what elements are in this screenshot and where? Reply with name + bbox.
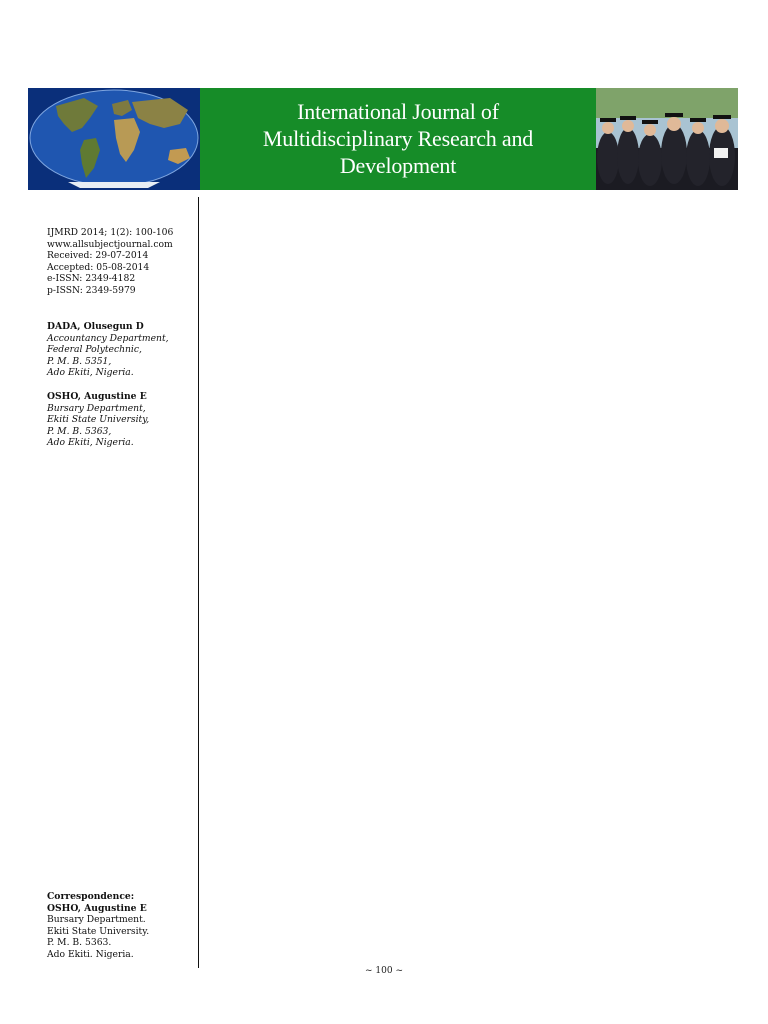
author-affiliation-line: Bursary Department, [47, 402, 146, 414]
correspondence-address-line: Bursary Department. [47, 914, 146, 925]
journal-title-line-1: International Journal of [297, 99, 499, 124]
journal-title-line-3: Development [339, 153, 457, 178]
graduates-photo [596, 88, 738, 190]
citation: IJMRD 2014; 1(2): 100-106 [47, 227, 174, 238]
author-affiliation-line: Federal Polytechnic, [47, 344, 142, 355]
page-number: ~ 100 ~ [365, 966, 403, 976]
journal-website-link[interactable]: www.allsubjectjournal.com [47, 238, 173, 250]
correspondence-name: OSHO, Augustine E [47, 902, 147, 914]
correspondence-block [47, 891, 197, 960]
world-globe-image [28, 88, 200, 190]
article-meta [47, 227, 197, 296]
author-affiliation-line: P. M. B. 5363, [47, 425, 112, 437]
journal-title [208, 98, 588, 179]
author-affiliation-line: Accountancy Department, [47, 332, 169, 344]
author-affiliation-line: Ado Ekiti, Nigeria. [47, 437, 134, 448]
author-affiliation-line: Ado Ekiti, Nigeria. [47, 367, 134, 378]
journal-title-line-2: Multidisciplinary Research and [262, 126, 534, 151]
received-date: Received: 29-07-2014 [47, 250, 149, 261]
correspondence-address-line: Ekiti State University. [47, 925, 150, 937]
author-name: DADA, Olusegun D [47, 321, 144, 332]
correspondence-address-line: P. M. B. 5363. [47, 937, 112, 948]
column-divider [198, 197, 199, 968]
correspondence-address-line: Ado Ekiti. Nigeria. [47, 948, 134, 960]
correspondence-label: Correspondence: [47, 891, 135, 902]
eissn: e-ISSN: 2349-4182 [47, 273, 136, 284]
author-name: OSHO, Augustine E [47, 391, 147, 402]
author-block-2 [47, 391, 197, 449]
author-affiliation-line: P. M. B. 5351, [47, 355, 112, 367]
pissn: p-ISSN: 2349-5979 [47, 284, 136, 296]
accepted-date: Accepted: 05-08-2014 [47, 261, 150, 273]
journal-banner [28, 88, 738, 190]
author-affiliation-line: Ekiti State University, [47, 414, 150, 425]
author-block-1 [47, 321, 197, 379]
